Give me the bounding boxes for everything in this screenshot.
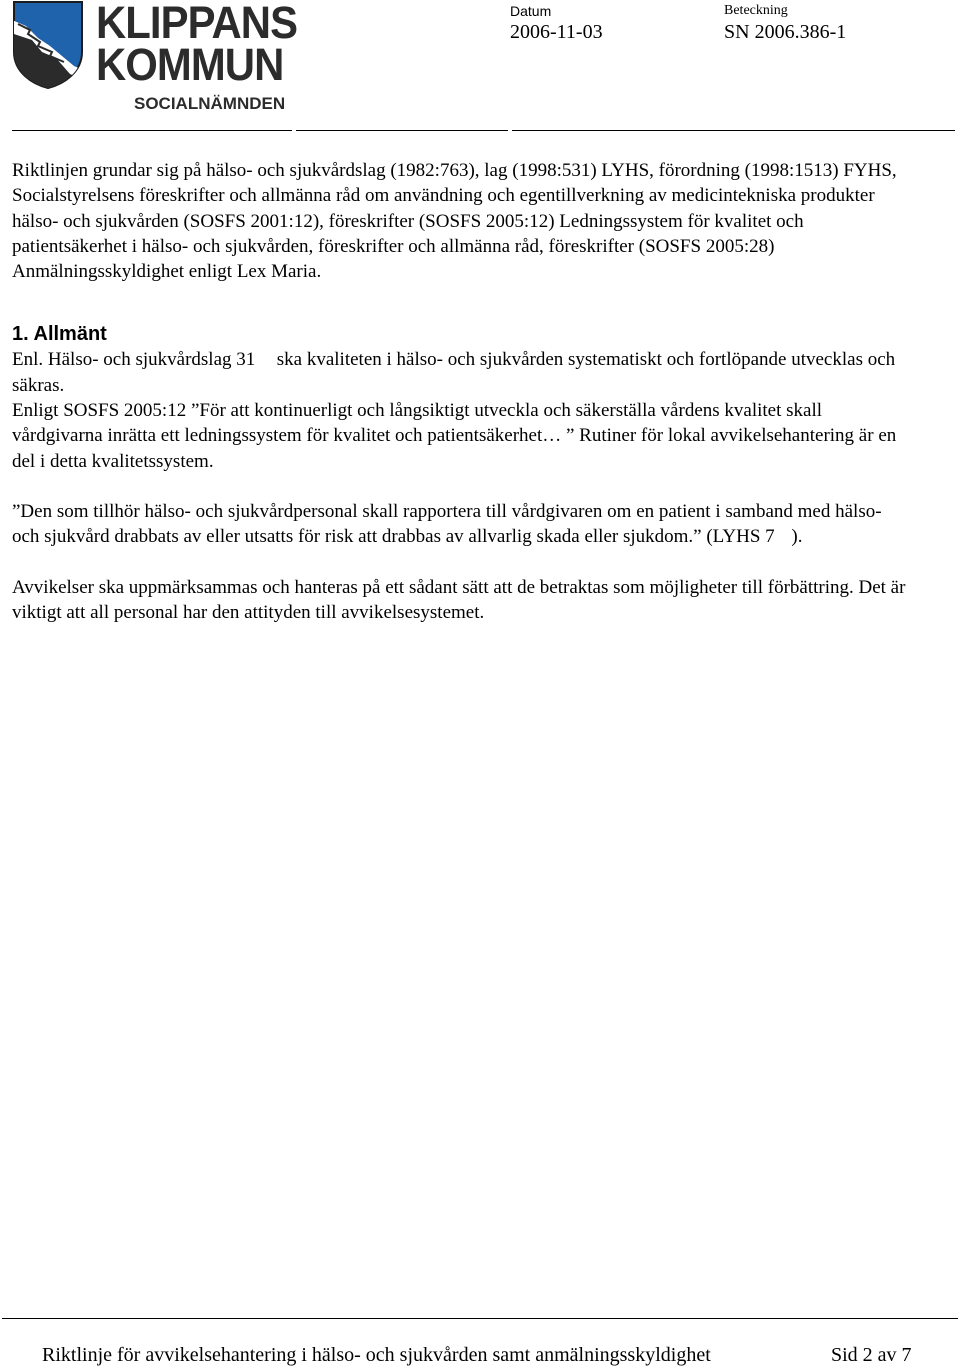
header-divider — [512, 130, 955, 131]
footer-divider — [2, 1318, 958, 1319]
paragraph-text: ska kvaliteten i hälso- och sjukvården systematiskt och fortlöpande utvecklas och säkras. — [12, 349, 896, 396]
header-divider — [12, 130, 292, 131]
paragraph-text: Enl. Hälso- och sjukvårdslag 31 — [12, 349, 256, 371]
intro-paragraph: Riktlinjen grundar sig på hälso- och sjukvårdslag (1982:763), lag (1998:531) LYHS, förordning (1998:1513) FYHS, Socialstyrelsens föreskrifter och allmänna råd om användning och egentillverkning av medicintekniska produkter hälso- och sjukvården (SOSFS 2001:12), föreskrifter (SOSFS 2005:12) Ledningssystem för kvalitet och patientsäkerhet i hälso- och sjukvården, föreskrifter och allmänna råd, föreskrifter (SOSFS 2005:28) Anmälningsskyldighet enligt Lex Maria. — [12, 160, 897, 283]
paragraph-text: ). — [791, 526, 803, 548]
logo-text-socialnamnden: SOCIALNÄMNDEN — [134, 94, 286, 113]
section-heading: 1. Allmänt — [12, 323, 107, 346]
logo-text-klippans: KLIPPANS — [96, 0, 298, 48]
coat-of-arms-icon — [12, 0, 84, 90]
paragraph-deviations: Avvikelser ska uppmärksammas och hanteras på ett sådant sätt att de betraktas som möjligheter till förbättring. Det är viktigt att all personal har den attityden till avvikelsesystemet. — [12, 576, 906, 623]
date-label: Datum — [510, 3, 552, 19]
footer-document-title: Riktlinje för avvikelsehantering i hälso- och sjukvården samt anmälningsskyldighet — [42, 1344, 711, 1366]
footer-page-number: Sid 2 av 7 — [831, 1344, 912, 1366]
municipality-logo — [10, 0, 300, 118]
paragraph-sosfs: Enligt SOSFS 2005:12 ”För att kontinuerligt och långsiktigt utveckla och säkerställa vårdens kvalitet skall vårdgivarna inrätta ett ledningssystem för kvalitet och patientsäkerhet… ” Rutiner för lokal avvikelsehantering är en del i detta kvalitetssystem. — [12, 400, 897, 472]
document-body — [12, 158, 912, 625]
header-divider — [296, 130, 508, 131]
logo-text-kommun: KOMMUN — [96, 39, 284, 90]
paragraph-health-law — [12, 347, 912, 398]
reference-value: SN 2006.386-1 — [724, 21, 847, 43]
date-value: 2006-11-03 — [510, 21, 603, 43]
paragraph-text: ”Den som tillhör hälso- och sjukvårdpersonal skall rapportera till vårdgivaren om en patient i samband med hälso- och sjukvård drabbats av eller utsatts för risk att drabbas av allvarlig skada eller sjukdom.” (LYHS 7 — [12, 500, 882, 548]
reference-label: Beteckning — [724, 3, 788, 18]
paragraph-lyhs-quote — [12, 499, 912, 550]
